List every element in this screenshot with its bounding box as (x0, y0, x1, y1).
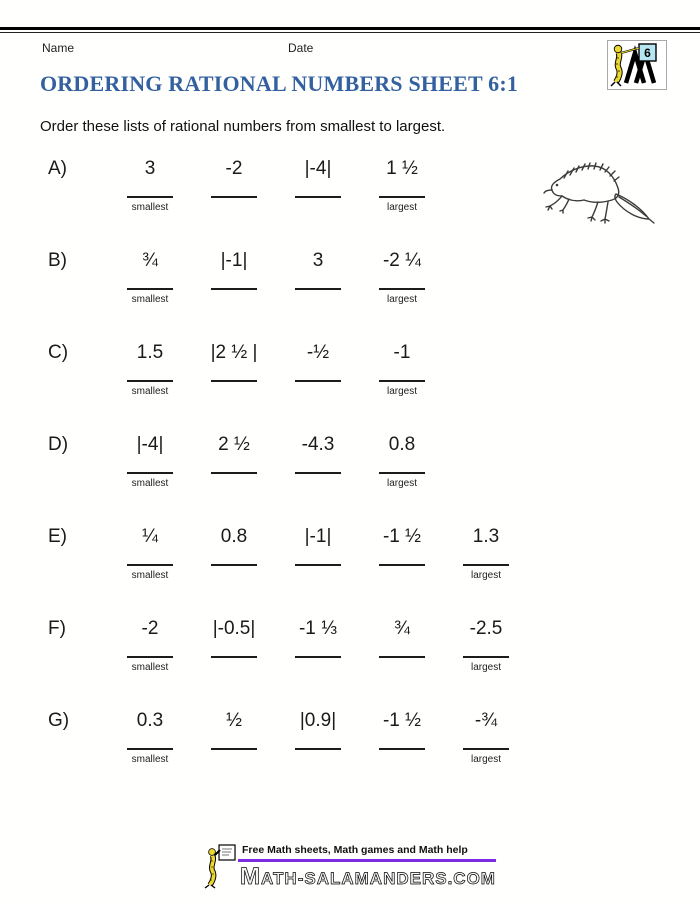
problem-column (276, 610, 360, 658)
rational-number: ¾ (142, 250, 158, 271)
rational-number: 0.8 (220, 526, 248, 547)
rational-number: -2 (225, 158, 243, 179)
problem-column (444, 610, 528, 674)
rational-number: -1 ⅓ (298, 618, 338, 639)
problem-column (192, 242, 276, 290)
rational-number: -2 ¼ (382, 250, 422, 271)
answer-blank (295, 380, 341, 382)
problem-column (192, 150, 276, 198)
answer-blank (295, 472, 341, 474)
problem-column (360, 334, 444, 398)
answer-blank (211, 748, 257, 750)
largest-label: largest (386, 294, 417, 305)
math-salamanders-badge (607, 40, 667, 90)
problem-column (192, 518, 276, 566)
smallest-label: smallest (131, 662, 169, 673)
smallest-label: smallest (131, 478, 169, 489)
answer-blank (211, 656, 257, 658)
problem-row (0, 150, 700, 242)
answer-blank (379, 380, 425, 382)
badge-number: 6 (644, 46, 651, 60)
answer-blank (295, 196, 341, 198)
answer-blank (211, 380, 257, 382)
smallest-label: smallest (131, 754, 169, 765)
problem-row (0, 610, 700, 702)
problem-label: A) (48, 158, 67, 179)
problem-column (108, 702, 192, 766)
date-label: Date (288, 41, 314, 55)
problem-label: D) (48, 434, 69, 455)
problem-label: C) (48, 342, 69, 363)
rational-number: -1 ½ (382, 526, 422, 547)
largest-label: largest (470, 662, 501, 673)
footer-wordmark: MATH-SALAMANDERS.COM (240, 863, 496, 890)
problem-column (360, 426, 444, 490)
smallest-label: smallest (131, 202, 169, 213)
answer-blank (463, 748, 509, 750)
rational-number: 3 (312, 250, 324, 271)
problem-row (0, 242, 700, 334)
problem-row (0, 518, 700, 610)
answer-blank (211, 196, 257, 198)
page-title: ORDERING RATIONAL NUMBERS SHEET 6:1 (40, 71, 519, 96)
answer-blank (379, 288, 425, 290)
footer-tagline: Free Math sheets, Math games and Math help (238, 842, 496, 862)
rational-number: |-1| (304, 526, 332, 547)
largest-label: largest (386, 478, 417, 489)
problem-column (108, 150, 192, 214)
problem-column (108, 518, 192, 582)
problem-column (108, 426, 192, 490)
rational-number: -1 ½ (382, 710, 422, 731)
problem-column (192, 426, 276, 474)
problem-column (276, 334, 360, 382)
problem-column (444, 518, 528, 582)
problem-column (192, 610, 276, 658)
answer-blank (379, 656, 425, 658)
rational-number: |-4| (136, 434, 164, 455)
rational-number: |-1| (220, 250, 248, 271)
problem-column (276, 518, 360, 566)
rational-number: -2.5 (469, 618, 503, 639)
largest-label: largest (386, 202, 417, 213)
answer-blank (211, 288, 257, 290)
smallest-label: smallest (131, 386, 169, 397)
largest-label: largest (470, 754, 501, 765)
problem-label: B) (48, 250, 67, 271)
footer-salamander-icon (204, 842, 236, 890)
rational-number: |2 ½ | (210, 342, 258, 363)
rational-number: -¾ (474, 710, 498, 731)
answer-blank (379, 196, 425, 198)
problem-column (360, 518, 444, 566)
answer-blank (463, 656, 509, 658)
problem-label: G) (48, 710, 70, 731)
rational-number: 1.5 (136, 342, 164, 363)
answer-blank (295, 656, 341, 658)
rational-number: -4.3 (301, 434, 335, 455)
rational-number: 0.3 (136, 710, 164, 731)
problem-label: F) (48, 618, 66, 639)
problem-column (192, 334, 276, 382)
smallest-label: smallest (131, 294, 169, 305)
rational-number: -½ (306, 342, 330, 363)
problem-row (0, 426, 700, 518)
answer-blank (127, 288, 173, 290)
answer-blank (295, 748, 341, 750)
rational-number: 3 (144, 158, 156, 179)
problem-column (276, 242, 360, 290)
problem-row (0, 334, 700, 426)
answer-blank (211, 564, 257, 566)
rational-number: ½ (226, 710, 242, 731)
answer-blank (127, 196, 173, 198)
answer-blank (127, 564, 173, 566)
rational-number: |-0.5| (212, 618, 256, 639)
problem-column (360, 242, 444, 306)
rational-number: ¼ (142, 526, 158, 547)
rational-number: 2 ½ (218, 434, 250, 455)
footer (204, 842, 496, 891)
answer-blank (127, 656, 173, 658)
problem-column (276, 702, 360, 750)
rational-number: -1 (393, 342, 411, 363)
problem-column (444, 702, 528, 766)
smallest-label: smallest (131, 570, 169, 581)
problem-column (360, 702, 444, 750)
problems-list (0, 150, 700, 794)
answer-blank (463, 564, 509, 566)
rational-number: 0.8 (388, 434, 416, 455)
problem-column (276, 426, 360, 474)
largest-label: largest (470, 570, 501, 581)
largest-label: largest (386, 386, 417, 397)
rational-number: |0.9| (299, 710, 337, 731)
problem-row (0, 702, 700, 794)
rational-number: ¾ (394, 618, 410, 639)
rational-number: -2 (141, 618, 159, 639)
rational-number: |-4| (304, 158, 332, 179)
problem-column (360, 610, 444, 658)
answer-blank (211, 472, 257, 474)
rational-number: 1.3 (472, 526, 500, 547)
badge-logo-icon (608, 41, 666, 89)
answer-blank (379, 472, 425, 474)
answer-blank (127, 380, 173, 382)
answer-blank (127, 472, 173, 474)
name-label: Name (42, 41, 75, 55)
problem-column (192, 702, 276, 750)
problem-label: E) (48, 526, 67, 547)
problem-column (108, 610, 192, 674)
answer-blank (379, 564, 425, 566)
answer-blank (379, 748, 425, 750)
problem-column (276, 150, 360, 198)
problem-column (108, 242, 192, 306)
header-rule (0, 27, 700, 33)
answer-blank (127, 748, 173, 750)
rational-number: 1 ½ (386, 158, 418, 179)
answer-blank (295, 564, 341, 566)
answer-blank (295, 288, 341, 290)
problem-column (360, 150, 444, 214)
instruction-text: Order these lists of rational numbers from smallest to largest. (40, 118, 446, 135)
problem-column (108, 334, 192, 398)
